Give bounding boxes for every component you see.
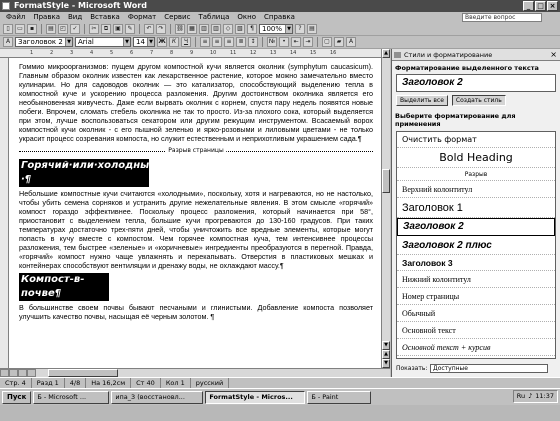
scroll-thumb[interactable]: [382, 169, 390, 193]
document-page[interactable]: [9, 58, 381, 368]
standard-toolbar: [0, 23, 560, 36]
justify-icon[interactable]: ≣: [236, 37, 246, 47]
status-section: Разд 1: [32, 378, 65, 388]
menu-insert[interactable]: Вставка: [90, 13, 120, 21]
font-color-icon[interactable]: A: [346, 37, 356, 47]
next-page-icon[interactable]: ▼: [382, 359, 390, 368]
status-page: Стр. 4: [0, 378, 32, 388]
current-format-label: Форматирование выделенного текста: [395, 64, 539, 72]
word-app-icon: [2, 2, 10, 10]
prev-page-icon[interactable]: ▲: [382, 350, 390, 359]
ruler-mark: 4: [90, 50, 94, 56]
menu-edit[interactable]: Правка: [33, 13, 60, 21]
undo-icon[interactable]: ↶: [144, 24, 154, 34]
scroll-down-icon[interactable]: ▼: [382, 341, 390, 350]
style-item-footer[interactable]: Нижний колонтитул: [397, 271, 555, 288]
ruler-mark: 2: [50, 50, 54, 56]
outline-view-icon[interactable]: [27, 369, 36, 377]
close-button[interactable]: ×: [547, 1, 558, 11]
chevron-down-icon[interactable]: ▼: [285, 25, 292, 33]
menu-tools[interactable]: Сервис: [164, 13, 191, 21]
body-paragraph[interactable]: Небольшие компостные кучи считаются «холодными», поскольку, хотя и нагреваются, но не настолько, чтобы убить семена сорняков и устранить другие нежелательные явления. В этом смысле «горячий» компост гораздо эффективнее. Поскольку процесс разложения, который начинается при 58°, приостановит с выделением тепла, большие кучи прогреваются до 130-160 градусов. При таких температурах достаточно трех-пяти дней, чтобы уничтожить все вредные элементы, которые могут попасть в кучу вместе с компостом. Чем горячее компостная куча, тем интенсивнее процессы разложения, тем быстрее «зеленые» и «коричневые» ингредиенты преобразуются в перегной. Правда, «горячий» компост нужно чаще увлажнять и перекапывать. Отверстия в пластиковых мешках и контейнерах способствуют вентиляции и дренажу воды, не охлаждают массу.¶: [19, 189, 373, 270]
ruler-mark: 9: [190, 50, 194, 56]
numbering-icon[interactable]: №: [268, 38, 276, 45]
excel-icon[interactable]: ▥: [199, 24, 209, 34]
drawing-icon[interactable]: ◇: [223, 24, 233, 34]
ruler-mark: 12: [250, 50, 257, 56]
print-icon[interactable]: ▤: [46, 24, 56, 34]
toolbar-separator: [170, 24, 171, 34]
toolbar-separator: [139, 24, 140, 34]
select-all-button[interactable]: Выделить все: [396, 95, 448, 106]
zoom-combo[interactable]: [259, 24, 293, 34]
new-document-icon[interactable]: ▯: [3, 24, 13, 34]
ruler-mark: 7: [150, 50, 154, 56]
status-pages: 4/8: [65, 378, 86, 388]
menu-window[interactable]: Окно: [237, 13, 257, 21]
heading-hot-or-cold[interactable]: Горячий·или·холодный?·¶: [21, 160, 162, 185]
italic-button[interactable]: К: [169, 37, 179, 47]
apply-format-label: Выберите форматирование для применения: [395, 112, 516, 128]
zoom-value: 100%: [262, 25, 283, 33]
cut-icon[interactable]: ✂: [89, 24, 99, 34]
ruler-mark: 14: [290, 50, 297, 56]
ruler-mark: 16: [330, 50, 337, 56]
styles-formatting-pane: [391, 49, 560, 377]
pane-footer: [396, 363, 556, 374]
style-item-bold-heading[interactable]: Bold Heading: [397, 148, 555, 168]
window-title: FormatStyle - Microsoft Word: [14, 1, 147, 10]
status-line: Ст 40: [131, 378, 161, 388]
status-bar: [0, 377, 560, 388]
current-style-box[interactable]: Заголовок 2: [396, 74, 556, 92]
style-item-normal[interactable]: Обычный: [397, 305, 555, 322]
new-style-button[interactable]: Создать стиль: [452, 95, 506, 106]
ruler-mark: 10: [210, 50, 217, 56]
document-map-icon[interactable]: ▧: [235, 24, 245, 34]
format-painter-icon[interactable]: ✎: [125, 24, 135, 34]
ruler-mark: 15: [310, 50, 317, 56]
chevron-down-icon[interactable]: ▼: [123, 38, 130, 46]
open-icon[interactable]: ▭: [15, 24, 25, 34]
align-left-icon[interactable]: ≡: [200, 37, 210, 47]
pane-close-icon[interactable]: ×: [550, 50, 557, 59]
align-right-icon[interactable]: ≡: [224, 37, 234, 47]
font-size-value: 14: [136, 38, 145, 46]
save-icon[interactable]: ▪: [27, 24, 37, 34]
show-hide-icon[interactable]: ¶: [247, 24, 257, 34]
help-icon[interactable]: ?: [295, 24, 305, 34]
chevron-down-icon[interactable]: ▼: [65, 38, 72, 46]
menu-format[interactable]: Формат: [127, 13, 157, 21]
style-item-clear[interactable]: Очистить формат: [397, 132, 555, 148]
bold-button[interactable]: Ж: [158, 38, 166, 45]
table-icon[interactable]: ▦: [187, 24, 197, 34]
style-item-header[interactable]: Верхний колонтитул: [397, 181, 555, 198]
print-preview-icon[interactable]: ◰: [58, 24, 68, 34]
normal-view-icon[interactable]: [0, 369, 9, 377]
heading-compost-in-soil[interactable]: Компост-в-почве¶: [19, 273, 109, 301]
menu-file[interactable]: Файл: [6, 13, 26, 21]
decrease-indent-icon[interactable]: ⇤: [291, 37, 301, 47]
style-combo-value: Заголовок 2: [18, 38, 63, 46]
show-select[interactable]: Доступные: [430, 364, 548, 373]
borders-icon[interactable]: ▢: [322, 37, 332, 47]
task-button[interactable]: ипа_3 (восстановл...: [111, 391, 203, 404]
pane-header: [392, 49, 560, 61]
chevron-down-icon[interactable]: ▼: [147, 38, 154, 46]
scroll-up-icon[interactable]: ▲: [382, 49, 390, 58]
styles-pane-icon[interactable]: A: [3, 37, 13, 47]
task-button[interactable]: Б - Microsoft ...: [33, 391, 109, 404]
menu-table[interactable]: Таблица: [198, 13, 230, 21]
page-break-label: Разрыв страницы: [165, 147, 226, 155]
horizontal-scrollbar[interactable]: [0, 368, 390, 377]
task-button[interactable]: Б - Paint: [307, 391, 371, 404]
style-item-heading2-plus[interactable]: Заголовок 2 плюс: [397, 236, 555, 255]
align-center-icon[interactable]: ≡: [212, 37, 222, 47]
taskbar: [0, 388, 560, 420]
taskbar-lower: [0, 405, 560, 421]
title-bar: [0, 0, 560, 12]
toolbar-separator: [317, 37, 318, 47]
show-label: Показать:: [396, 365, 428, 372]
toolbar-separator: [262, 37, 263, 47]
formatting-toolbar: [0, 36, 560, 49]
horizontal-ruler[interactable]: [0, 49, 388, 58]
vertical-ruler[interactable]: [0, 58, 9, 368]
paste-icon[interactable]: ▣: [113, 24, 123, 34]
maximize-button[interactable]: □: [535, 1, 546, 11]
vertical-scrollbar[interactable]: [381, 49, 390, 368]
start-button[interactable]: Пуск: [2, 391, 31, 404]
style-item-heading3[interactable]: Заголовок 3: [397, 255, 555, 271]
status-language: русский: [191, 378, 230, 388]
read-icon[interactable]: ▤: [307, 24, 317, 34]
toolbar-separator: [41, 24, 42, 34]
print-view-icon[interactable]: [18, 369, 27, 377]
minimize-button[interactable]: _: [523, 1, 534, 11]
style-item-heading2[interactable]: Заголовок 2: [397, 218, 555, 236]
ruler-mark: 6: [130, 50, 134, 56]
pane-title: Стили и форматирование: [404, 51, 493, 59]
pane-nav-icon[interactable]: [394, 52, 401, 58]
ruler-mark: 1: [30, 50, 34, 56]
menu-view[interactable]: Вид: [67, 13, 83, 21]
style-combo[interactable]: [15, 37, 73, 47]
body-paragraph[interactable]: Гоммио микроорганизмов: пущем другом компостной кучи является околник (symphytum caucasicum). Главным образом околник известен как лекарственное растение, которое можно замечательно вместо кулинарии. Но для садоводов околник — это катализатор, способствующий выделению тепла в компостной куче и ускорению процесса разложения. Другим достоинством околника является его необыкновенная живучесть. Даже если вырвать околник с корнем, спустя пару недель появятся новые побеги. Впрочем, сломать стебель околника не так то просто. Из-за плохого сока, который выделяется при этом, лучше воспользоваться секатором или другим режущим инструментом. Всасаемый ворох компостной кучи околник - с его пышной зеленью и ярко-розовыми и лиловыми цветами - не только украсит процесс созревания компоста, но служит естественным и неприхотливым украшением сада.¶: [19, 62, 373, 143]
style-item-page-number[interactable]: Номер страницы: [397, 288, 555, 305]
clock: 11:37: [535, 392, 554, 400]
keyboard-layout-icon[interactable]: Ru: [516, 392, 526, 400]
style-item-break[interactable]: Разрыв: [397, 168, 555, 181]
web-view-icon[interactable]: [9, 369, 18, 377]
ruler-mark: 5: [110, 50, 114, 56]
redo-icon[interactable]: ↷: [156, 24, 166, 34]
style-item-body-text[interactable]: Основной текст: [397, 322, 555, 339]
speaker-icon[interactable]: ♪: [528, 392, 533, 400]
font-combo-value: Arial: [78, 38, 94, 46]
hscroll-thumb[interactable]: [48, 369, 118, 377]
style-item-body-text-italic[interactable]: Основной текст + курсив: [397, 339, 555, 356]
toolbar-separator: [195, 37, 196, 47]
system-tray: [513, 390, 558, 403]
font-size-combo[interactable]: [133, 37, 155, 47]
increase-indent-icon[interactable]: ⇥: [303, 37, 313, 47]
font-combo[interactable]: [75, 37, 131, 47]
status-position: На 16,2см: [86, 378, 131, 388]
style-list[interactable]: [396, 131, 556, 359]
line-spacing-icon[interactable]: ↕: [248, 37, 258, 47]
style-item-heading1[interactable]: Заголовок 1: [397, 198, 555, 218]
bullets-icon[interactable]: •: [279, 37, 289, 47]
spelling-icon[interactable]: ✓: [70, 24, 80, 34]
ruler-mark: 3: [70, 50, 74, 56]
ruler-mark: 8: [170, 50, 174, 56]
task-button-active[interactable]: FormatStyle - Micros...: [205, 391, 305, 404]
status-column: Кол 1: [161, 378, 191, 388]
ruler-mark: 11: [230, 50, 237, 56]
page-break: [19, 147, 373, 155]
toolbar-separator: [84, 24, 85, 34]
hyperlink-icon[interactable]: ⛓: [176, 25, 184, 32]
underline-button[interactable]: Ч: [181, 37, 191, 47]
highlight-icon[interactable]: ▰: [334, 37, 344, 47]
copy-icon[interactable]: ⧉: [101, 24, 111, 34]
body-paragraph[interactable]: В большинстве своем почвы бывают песчаными и глинистыми. Добавление компоста позволяет улучшить качество почвы, насыщая её черным золотом. ¶: [19, 303, 373, 321]
ruler-mark: 13: [270, 50, 277, 56]
ask-question-input[interactable]: Введите вопрос: [462, 13, 542, 22]
menu-help[interactable]: Справка: [264, 13, 295, 21]
columns-icon[interactable]: ▥: [211, 24, 221, 34]
